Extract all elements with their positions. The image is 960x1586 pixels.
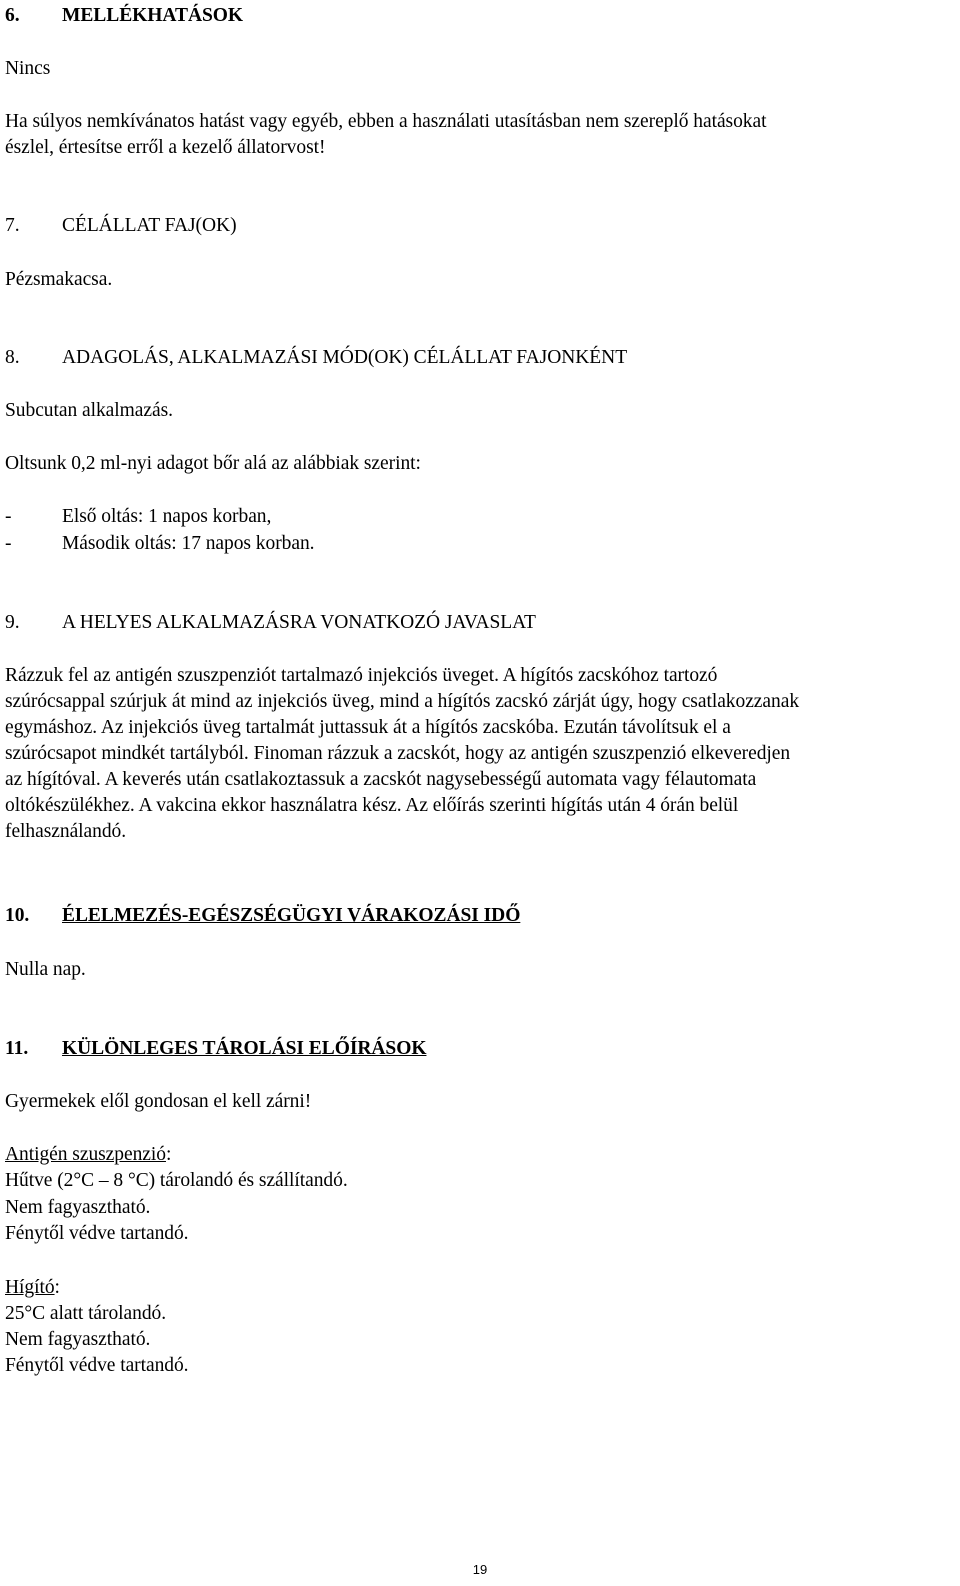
diluent-colon: : xyxy=(54,1277,60,1298)
section-6-title: MELLÉKHATÁSOK xyxy=(62,5,244,26)
section-8-number: 8. xyxy=(5,347,20,368)
section-9-title: A HELYES ALKALMAZÁSRA VONATKOZÓ JAVASLAT xyxy=(62,612,536,633)
section-10-text: Nulla nap. xyxy=(5,959,86,980)
section-7-text: Pézsmakacsa. xyxy=(5,269,113,290)
antigen-colon: : xyxy=(165,1144,172,1165)
section-9-number: 9. xyxy=(5,612,20,633)
list-item-text: Második oltás: 17 napos korban. xyxy=(62,533,315,554)
section-9-line: szúrócsappal szúrjuk át mind az injekciós üveg, mind a hígítós zacskó zárját úgy, hogy csatlakozzanak xyxy=(5,691,800,712)
section-8-title: ADAGOLÁS, ALKALMAZÁSI MÓD(OK) CÉLÁLLAT FAJONKÉNT xyxy=(62,347,628,368)
section-11-warning: Gyermekek elől gondosan el kell zárni! xyxy=(5,1091,312,1112)
diluent-subheading xyxy=(5,1276,60,1300)
section-10-number: 10. xyxy=(5,905,30,926)
antigen-label: Antigén szuszpenzió xyxy=(5,1144,166,1165)
section-9-line: az hígítóval. A keverés után csatlakoztassuk a zacskót nagysebességű automata vagy félautomata xyxy=(5,769,757,790)
section-11-heading xyxy=(5,1037,426,1061)
section-10-heading xyxy=(5,904,520,928)
section-9-line: szúrócsapot mindkét tartályból. Finoman rázzuk a zacskót, hogy az antigén szuszpenzió elkeveredjen xyxy=(5,743,791,764)
diluent-storage-line: Fénytől védve tartandó. xyxy=(5,1355,189,1376)
section-11-number: 11. xyxy=(5,1038,29,1059)
section-8-dose: Oltsunk 0,2 ml-nyi adagot bőr alá az alábbiak szerint: xyxy=(5,453,421,474)
antigen-subheading xyxy=(5,1143,171,1167)
list-dash: - xyxy=(5,533,12,554)
section-7-heading xyxy=(5,214,237,238)
list-item-text: Első oltás: 1 napos korban, xyxy=(62,506,272,527)
list-item xyxy=(5,505,271,529)
section-6-text-line-1: Ha súlyos nemkívánatos hatást vagy egyéb, ebben a használati utasításban nem szereplő hatásokat xyxy=(5,111,767,132)
antigen-storage-line: Nem fagyasztható. xyxy=(5,1197,151,1218)
list-item xyxy=(5,532,314,556)
section-6-heading xyxy=(5,4,243,28)
section-9-line: egymáshoz. Az injekciós üveg tartalmát juttassuk át a hígítós zacskóba. Ezután távolítsuk el a xyxy=(5,717,731,738)
section-7-title: CÉLÁLLAT FAJ(OK) xyxy=(62,215,237,236)
section-9-line: felhasználandó. xyxy=(5,821,127,842)
section-6-text-none: Nincs xyxy=(5,58,51,79)
page-number: 19 xyxy=(472,1562,488,1577)
section-8-route: Subcutan alkalmazás. xyxy=(5,400,173,421)
section-9-heading xyxy=(5,611,536,635)
section-8-heading xyxy=(5,346,627,370)
diluent-storage-line: Nem fagyasztható. xyxy=(5,1329,151,1350)
list-dash: - xyxy=(5,506,12,527)
antigen-storage-line: Fénytől védve tartandó. xyxy=(5,1223,189,1244)
diluent-label: Hígító xyxy=(5,1277,55,1298)
section-6-text-line-2: észlel, értesítse erről a kezelő állatorvost! xyxy=(5,137,326,158)
section-9-line: oltókészülékhez. A vakcina ekkor használatra kész. Az előírás szerinti hígítás után 4 órán belül xyxy=(5,795,739,816)
antigen-storage-line: Hűtve (2°C – 8 °C) tárolandó és szállítandó. xyxy=(5,1170,348,1191)
section-9-line: Rázzuk fel az antigén szuszpenziót tartalmazó injekciós üveget. A hígítós zacskóhoz tartozó xyxy=(5,665,718,686)
diluent-storage-line: 25°C alatt tárolandó. xyxy=(5,1303,167,1324)
section-7-number: 7. xyxy=(5,215,20,236)
section-10-title: ÉLELMEZÉS-EGÉSZSÉGÜGYI VÁRAKOZÁSI IDŐ xyxy=(62,905,521,926)
section-11-title: KÜLÖNLEGES TÁROLÁSI ELŐÍRÁSOK xyxy=(62,1038,427,1059)
section-6-number: 6. xyxy=(5,5,20,26)
